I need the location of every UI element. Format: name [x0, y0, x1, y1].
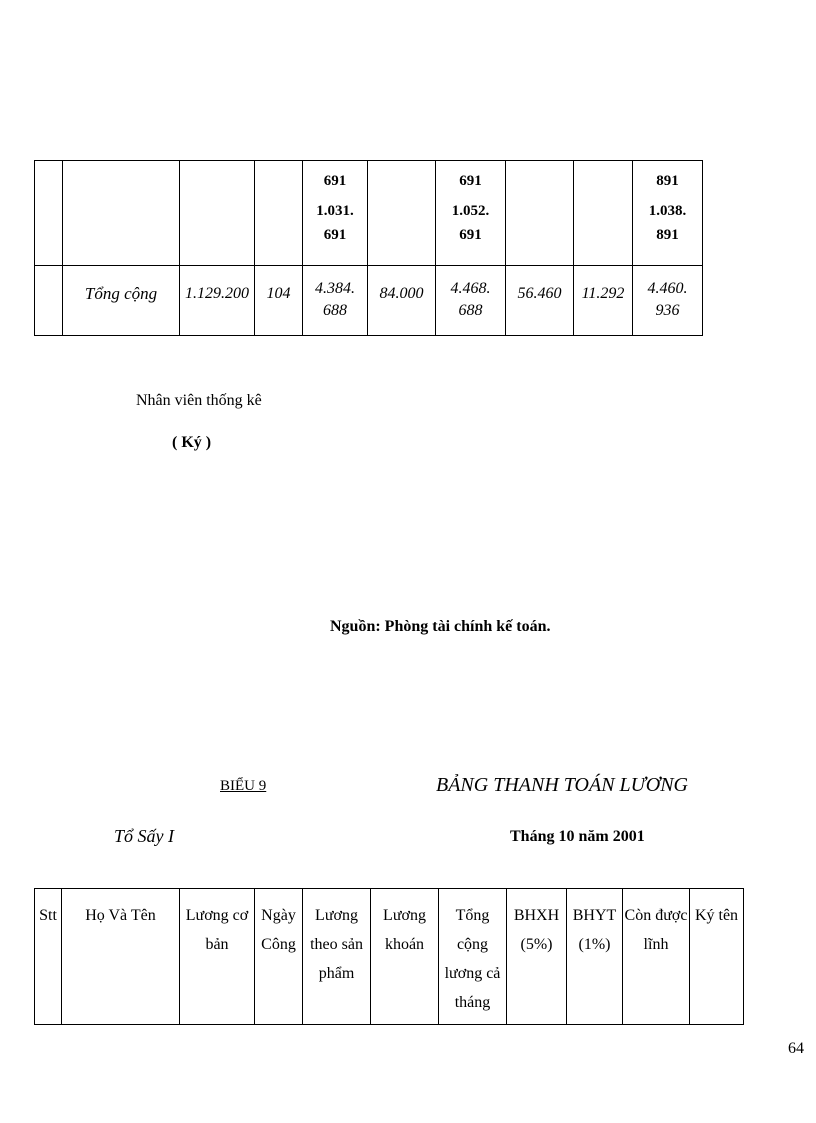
tong-cong-cell: 691 1.052. 691: [436, 161, 506, 266]
signature-title: Nhân viên thống kê: [136, 392, 262, 409]
col-header-ky-ten: Ký tên: [690, 889, 744, 1025]
total-luong-co-ban: 1.129.200: [180, 266, 255, 336]
col-header-luong-sp: Lương theo sản phẩm: [303, 889, 371, 1025]
total-bhyt: 11.292: [574, 266, 633, 336]
payroll-header-table: [34, 888, 744, 1025]
total-luong-khoan: 84.000: [368, 266, 436, 336]
total-ngay-cong: 104: [255, 266, 303, 336]
total-tong-cong: 4.468. 688: [436, 266, 506, 336]
team-name: Tổ Sấy I: [114, 826, 174, 846]
source-note: Nguồn: Phòng tài chính kế toán.: [330, 618, 551, 635]
col-header-bhxh: BHXH (5%): [507, 889, 567, 1025]
col-header-con-duoc-linh: Còn được lĩnh: [623, 889, 690, 1025]
section-title: BẢNG THANH TOÁN LƯƠNG: [436, 774, 688, 796]
signature-note: ( Ký ): [172, 434, 212, 451]
col-header-luong-khoan: Lương khoán: [371, 889, 439, 1025]
col-header-luong-co-ban: Lương cơ bản: [180, 889, 255, 1025]
col-header-tong-cong: Tổng cộng lương cả tháng: [439, 889, 507, 1025]
header-row: [35, 889, 744, 1025]
col-header-ngay-cong: Ngày Công: [255, 889, 303, 1025]
section-label: BIỂU 9: [220, 778, 267, 794]
total-con-duoc-linh: 4.460. 936: [633, 266, 703, 336]
page-number: 64: [788, 1040, 804, 1057]
total-luong-sp: 4.384. 688: [303, 266, 368, 336]
total-label: Tổng cộng: [63, 266, 180, 336]
col-header-ho-ten: Họ Và Tên: [62, 889, 180, 1025]
col-header-stt: Stt: [35, 889, 62, 1025]
period: Tháng 10 năm 2001: [510, 828, 645, 845]
payroll-continuation-table: [34, 160, 703, 336]
total-row: [35, 266, 703, 336]
luong-sp-cell: 691 1.031. 691: [303, 161, 368, 266]
con-duoc-linh-cell: 891 1.038. 891: [633, 161, 703, 266]
col-header-bhyt: BHYT (1%): [567, 889, 623, 1025]
total-bhxh: 56.460: [506, 266, 574, 336]
table-row: [35, 161, 703, 266]
